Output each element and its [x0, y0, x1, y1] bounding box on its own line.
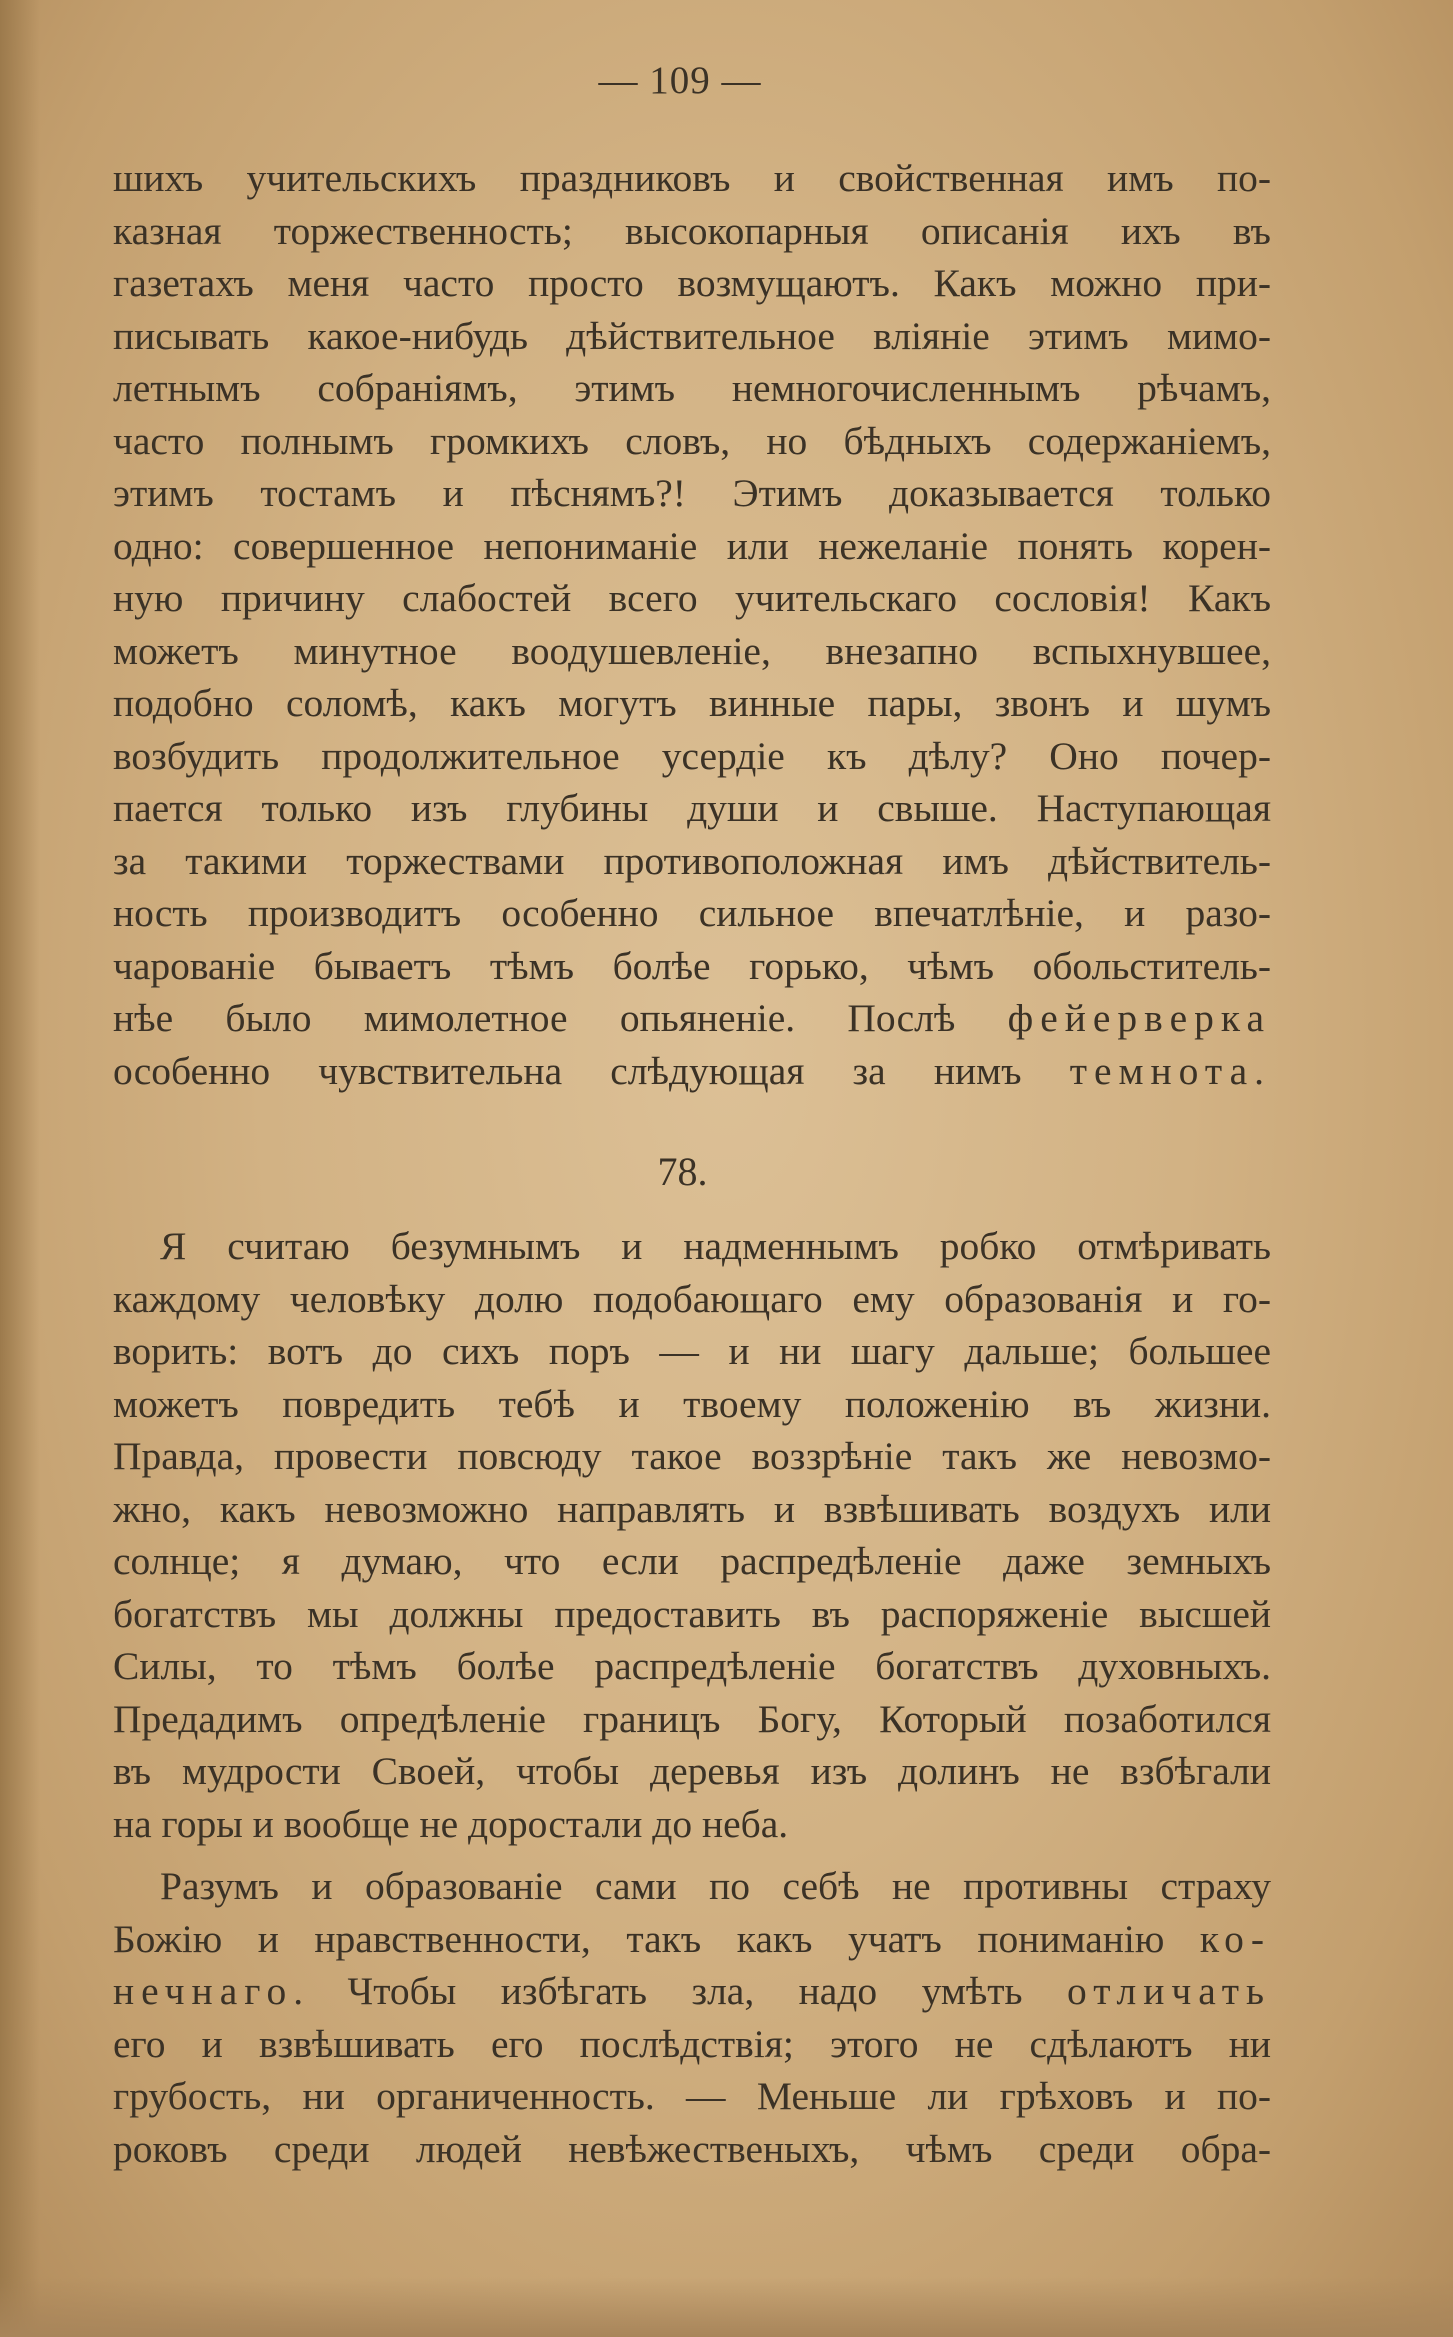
text-line: роковъ среди людей невѣжественыхъ, чѣмъ среди обра-	[113, 2127, 1271, 2171]
text-line: писывать какое-нибудь дѣйствительное вліяніе этимъ мимо-	[113, 314, 1271, 358]
text-run: . Чтобы избѣгать зла, надо умѣть	[293, 1969, 1067, 2013]
text-line: можетъ минутное воодушевленіе, внезапно вспыхнувшее,	[113, 629, 1271, 673]
text-line: ную причину слабостей всего учительскаго сословія! Какъ	[113, 576, 1271, 620]
page-number: — 109 —	[598, 59, 762, 102]
text-line: летнымъ собраніямъ, этимъ немногочисленнымъ рѣчамъ,	[113, 366, 1271, 410]
text-line: Предадимъ опредѣленіе границъ Богу, Который позаботился	[113, 1697, 1271, 1741]
text-line: богатствъ мы должны предоставить въ распоряженіе высшей	[113, 1592, 1271, 1636]
text-line	[113, 992, 1271, 1044]
text-line: этимъ тостамъ и пѣснямъ?! Этимъ доказывается только	[113, 471, 1271, 515]
text-line: ворить: вотъ до сихъ поръ — и ни шагу дальше; большее	[113, 1329, 1271, 1373]
text-line: жно, какъ невозможно направлять и взвѣшивать воздухъ или	[113, 1487, 1271, 1531]
text-run: особенно чувствительна слѣдующая за нимъ	[113, 1049, 1070, 1093]
spaced-emphasis: фейерверка	[1007, 996, 1271, 1040]
text-line: его и взвѣшивать его послѣдствія; этого не сдѣлаютъ ни	[113, 2022, 1271, 2066]
text-line: Правда, провести повсюду такое воззрѣніе такъ же невозмо-	[113, 1434, 1271, 1478]
text-line: казная торжественность; высокопарныя описанія ихъ въ	[113, 209, 1271, 253]
text-line: Силы, то тѣмъ болѣе распредѣленіе богатствъ духовныхъ.	[113, 1644, 1271, 1688]
text-line: ность производитъ особенно сильное впечатлѣніе, и разо-	[113, 891, 1271, 935]
text-line: Я считаю безумнымъ и надменнымъ робко отмѣривать	[160, 1224, 1271, 1268]
spaced-emphasis: ко-	[1199, 1917, 1271, 1961]
text-line: газетахъ меня часто просто возмущаютъ. Какъ можно при-	[113, 261, 1271, 305]
text-line: Разумъ и образованіе сами по себѣ не противны страху	[160, 1864, 1271, 1908]
text-line: шихъ учительскихъ праздниковъ и свойственная имъ по-	[113, 156, 1271, 200]
spaced-emphasis: темнота.	[1069, 1049, 1271, 1093]
text-line: въ мудрости Своей, чтобы деревья изъ долинъ не взбѣгали	[113, 1749, 1271, 1793]
text-line: грубость, ни органиченность. — Меньше ли грѣховъ и по-	[113, 2074, 1271, 2118]
text-line	[113, 1045, 1271, 1097]
text-line: чарованіе бываетъ тѣмъ болѣе горько, чѣмъ обольститель-	[113, 944, 1271, 988]
spaced-emphasis: отличать	[1066, 1969, 1271, 2013]
text-line: на горы и вообще не доростали до неба.	[113, 1802, 789, 1846]
spaced-emphasis: нечнаго	[113, 1969, 294, 2013]
text-line	[113, 1965, 1271, 2017]
text-line: можетъ повредить тебѣ и твоему положенію въ жизни.	[113, 1382, 1271, 1426]
section-number: 78.	[657, 1149, 708, 1194]
text-line: часто полнымъ громкихъ словъ, но бѣдныхъ содержаніемъ,	[113, 419, 1271, 463]
text-line: за такими торжествами противоположная имъ дѣйствитель-	[113, 839, 1271, 883]
text-line: возбудить продолжительное усердіе къ дѣлу? Оно почер-	[113, 734, 1271, 778]
text-line: солнце; я думаю, что если распредѣленіе даже земныхъ	[113, 1539, 1271, 1583]
text-line: одно: совершенное непониманіе или нежеланіе понять корен-	[113, 524, 1271, 568]
text-line: каждому человѣку долю подобающаго ему образованія и го-	[113, 1277, 1271, 1321]
page-bottom-shadow	[0, 2277, 1453, 2337]
text-run: Божію и нравственности, такъ какъ учатъ пониманію	[113, 1917, 1200, 1961]
text-line: пается только изъ глубины души и свыше. Наступающая	[113, 786, 1271, 830]
text-line: подобно соломѣ, какъ могутъ винные пары, звонъ и шумъ	[113, 681, 1271, 725]
text-line	[113, 1913, 1271, 1965]
text-run: нѣе было мимолетное опьяненіе. Послѣ	[113, 996, 1008, 1040]
